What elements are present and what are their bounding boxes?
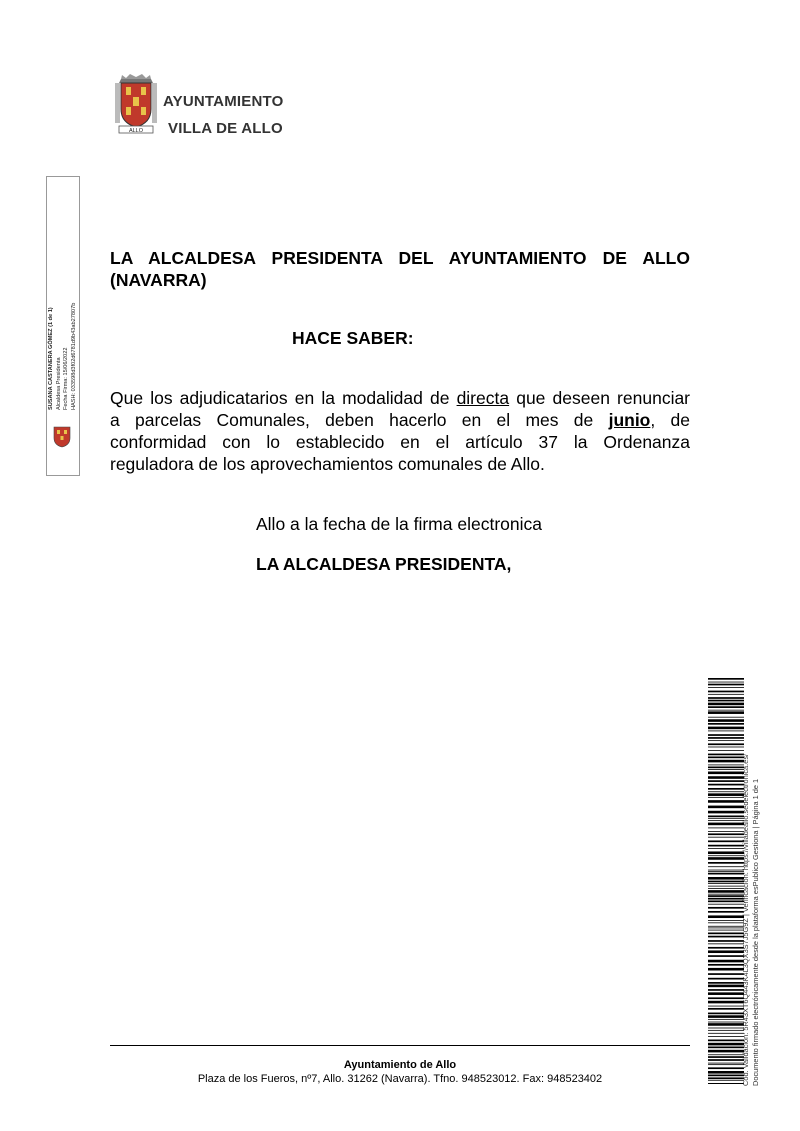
notice-paragraph — [110, 387, 690, 475]
text-segment: que deseen renunciar — [509, 388, 691, 408]
footer-divider — [110, 1045, 690, 1046]
signer-name: SUSANA CASTANERA GÓMEZ (1 de 1) — [48, 307, 54, 410]
signer-title: LA ALCALDESA PRESIDENTA, — [256, 554, 512, 574]
footer-address: Plaza de los Fueros, nº7, Allo. 31262 (Navarra). Tfno. 948523012. Fax: 948523402 — [197, 1073, 603, 1085]
validation-code-line: Cód. Validación: 5R43XT6Q443K4L3QX3S7J5G9Z | Verificación: https://villadeallo.sedelectronica.es/ — [741, 753, 750, 1086]
text-segment: a parcelas Comunales, deben hacerlo en el mes de — [110, 410, 609, 430]
text-segment: , de — [650, 410, 690, 430]
verification-text — [741, 726, 771, 1086]
signature-stamp-icon — [50, 424, 74, 448]
place-and-date: Allo a la fecha de la firma electronica — [256, 514, 542, 534]
platform-line: Documento firmado electrónicamente desde la plataforma esPublico Gestiona | Página 1 de 1 — [751, 778, 760, 1086]
underlined-word-directa: directa — [456, 388, 510, 408]
document-title-line1: LA ALCALDESA PRESIDENTA DEL AYUNTAMIENTO DE ALLO — [110, 248, 690, 268]
org-name-line1: AYUNTAMIENTO — [163, 93, 284, 110]
org-name-line2: VILLA DE ALLO — [168, 120, 283, 137]
paragraph-line-3: conformidad con lo establecido en el artículo 37 la Ordenanza — [110, 432, 690, 452]
signer-role: Alcaldesa Presidenta — [55, 357, 62, 410]
paragraph-line-4: reguladora de los aprovechamientos comunales de Allo. — [110, 454, 545, 474]
crest-banner-text: ALLO — [128, 128, 144, 134]
text-segment: Que los adjudicatarios en la modalidad de — [110, 388, 457, 408]
paragraph-line-2 — [110, 409, 690, 431]
signature-hash: HASH: 033598d3f02d6781d9b43ab27807b — [70, 302, 77, 410]
paragraph-line-1 — [110, 387, 690, 409]
hace-saber-heading: HACE SABER: — [292, 328, 414, 348]
barcode-icon — [708, 678, 744, 1084]
footer-org-name: Ayuntamiento de Allo — [343, 1059, 457, 1071]
underlined-word-junio: junio — [608, 410, 651, 430]
signature-details — [48, 180, 80, 410]
coat-of-arms-icon — [113, 73, 159, 135]
signature-date: Fecha Firma: 15/06/2022 — [63, 347, 70, 410]
document-title-line2: (NAVARRA) — [110, 270, 207, 290]
